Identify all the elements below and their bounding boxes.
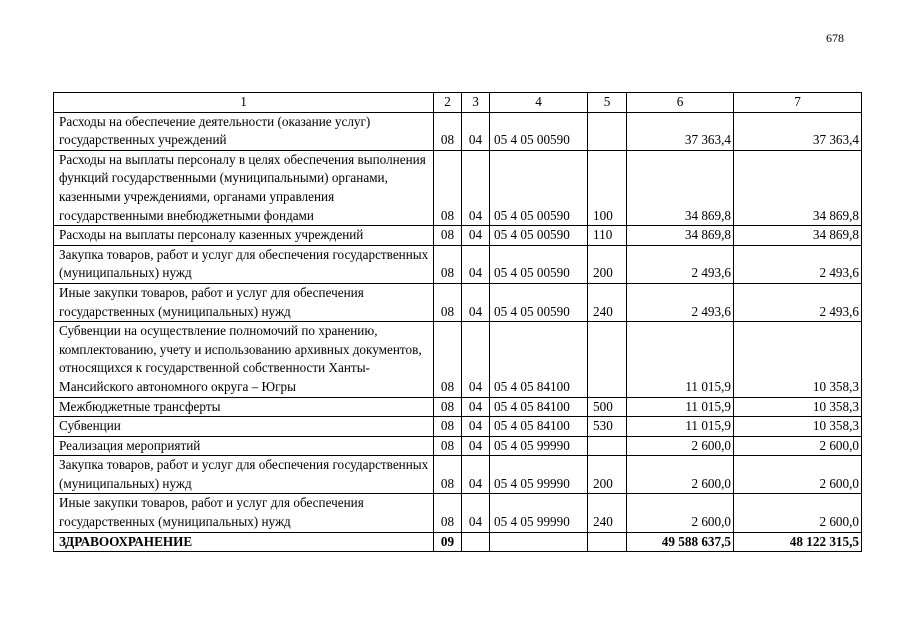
- row-subsection-cell: 04: [462, 494, 490, 532]
- row-amount-year2-cell: 34 869,8: [734, 226, 862, 246]
- row-amount-year1-cell: 34 869,8: [627, 226, 734, 246]
- row-target-article-cell: 05 4 05 00590: [490, 245, 588, 283]
- row-name-cell: Иные закупки товаров, работ и услуг для обеспечения государственных (муниципальных) нужд: [54, 283, 434, 321]
- row-name-cell: Иные закупки товаров, работ и услуг для обеспечения государственных (муниципальных) нужд: [54, 494, 434, 532]
- row-section-cell: 08: [434, 283, 462, 321]
- row-name-cell: ЗДРАВООХРАНЕНИЕ: [54, 532, 434, 552]
- row-amount-year2-cell: 34 869,8: [734, 150, 862, 225]
- row-target-article-cell: 05 4 05 00590: [490, 150, 588, 225]
- row-target-article-cell: 05 4 05 00590: [490, 112, 588, 150]
- row-subsection-cell: 04: [462, 226, 490, 246]
- header-col-3: 3: [462, 93, 490, 113]
- row-amount-year2-cell: 2 600,0: [734, 494, 862, 532]
- row-expense-type-cell: 500: [588, 397, 627, 417]
- row-amount-year2-cell: 2 493,6: [734, 283, 862, 321]
- row-target-article-cell: 05 4 05 99990: [490, 494, 588, 532]
- row-target-article-cell: [490, 532, 588, 552]
- row-name-cell: Субвенции на осуществление полномочий по хранению, комплектованию, учету и использованию архивных документов, относящихся к государственной собственности Ханты-Мансийского автономного округа – Югры: [54, 322, 434, 397]
- table-header-row: [54, 93, 862, 113]
- row-expense-type-cell: [588, 532, 627, 552]
- row-target-article-cell: 05 4 05 99990: [490, 456, 588, 494]
- row-amount-year2-cell: 2 493,6: [734, 245, 862, 283]
- row-expense-type-cell: 240: [588, 494, 627, 532]
- row-subsection-cell: 04: [462, 417, 490, 437]
- row-section-cell: 08: [434, 245, 462, 283]
- row-target-article-cell: 05 4 05 00590: [490, 226, 588, 246]
- row-amount-year2-cell: 2 600,0: [734, 436, 862, 456]
- page-number: 678: [826, 31, 844, 45]
- row-amount-year1-cell: 2 493,6: [627, 283, 734, 321]
- row-amount-year1-cell: 11 015,9: [627, 397, 734, 417]
- row-amount-year1-cell: 49 588 637,5: [627, 532, 734, 552]
- row-section-cell: 08: [434, 456, 462, 494]
- row-amount-year1-cell: 2 600,0: [627, 456, 734, 494]
- row-name-cell: Субвенции: [54, 417, 434, 437]
- header-col-6: 6: [627, 93, 734, 113]
- row-name-cell: Расходы на выплаты персоналу казенных учреждений: [54, 226, 434, 246]
- row-expense-type-cell: [588, 322, 627, 397]
- row-section-cell: 08: [434, 226, 462, 246]
- row-name-cell: Закупка товаров, работ и услуг для обеспечения государственных (муниципальных) нужд: [54, 245, 434, 283]
- header-col-5: 5: [588, 93, 627, 113]
- table-row: [54, 112, 862, 150]
- table-row: [54, 322, 862, 397]
- table-row: [54, 436, 862, 456]
- row-target-article-cell: 05 4 05 00590: [490, 283, 588, 321]
- header-col-1: 1: [54, 93, 434, 113]
- row-amount-year2-cell: 10 358,3: [734, 397, 862, 417]
- budget-table: [53, 92, 862, 552]
- row-amount-year1-cell: 34 869,8: [627, 150, 734, 225]
- table-row: [54, 397, 862, 417]
- row-expense-type-cell: 110: [588, 226, 627, 246]
- row-expense-type-cell: 240: [588, 283, 627, 321]
- row-expense-type-cell: 200: [588, 456, 627, 494]
- row-name-cell: Расходы на выплаты персоналу в целях обеспечения выполнения функций государственными (муниципальными) органами, казенными учреждениями, органами управления государственными внебюджетными фондами: [54, 150, 434, 225]
- row-amount-year2-cell: 48 122 315,5: [734, 532, 862, 552]
- row-target-article-cell: 05 4 05 84100: [490, 417, 588, 437]
- row-amount-year1-cell: 2 600,0: [627, 494, 734, 532]
- row-subsection-cell: 04: [462, 112, 490, 150]
- row-section-cell: 08: [434, 494, 462, 532]
- row-section-cell: 08: [434, 397, 462, 417]
- row-target-article-cell: 05 4 05 99990: [490, 436, 588, 456]
- row-expense-type-cell: 100: [588, 150, 627, 225]
- row-amount-year2-cell: 37 363,4: [734, 112, 862, 150]
- row-section-cell: 08: [434, 150, 462, 225]
- row-amount-year1-cell: 37 363,4: [627, 112, 734, 150]
- row-expense-type-cell: [588, 112, 627, 150]
- row-name-cell: Межбюджетные трансферты: [54, 397, 434, 417]
- table-row: [54, 150, 862, 225]
- row-name-cell: Расходы на обеспечение деятельности (оказание услуг) государственных учреждений: [54, 112, 434, 150]
- total-row: [54, 532, 862, 552]
- row-amount-year1-cell: 11 015,9: [627, 417, 734, 437]
- row-amount-year1-cell: 2 493,6: [627, 245, 734, 283]
- row-expense-type-cell: [588, 436, 627, 456]
- row-subsection-cell: 04: [462, 322, 490, 397]
- row-target-article-cell: 05 4 05 84100: [490, 397, 588, 417]
- row-expense-type-cell: 530: [588, 417, 627, 437]
- header-col-7: 7: [734, 93, 862, 113]
- row-amount-year1-cell: 11 015,9: [627, 322, 734, 397]
- row-expense-type-cell: 200: [588, 245, 627, 283]
- row-name-cell: Реализация мероприятий: [54, 436, 434, 456]
- header-col-2: 2: [434, 93, 462, 113]
- row-subsection-cell: 04: [462, 436, 490, 456]
- table-row: [54, 245, 862, 283]
- row-subsection-cell: 04: [462, 150, 490, 225]
- row-subsection-cell: 04: [462, 456, 490, 494]
- row-amount-year2-cell: 10 358,3: [734, 322, 862, 397]
- row-subsection-cell: 04: [462, 283, 490, 321]
- table-row: [54, 417, 862, 437]
- table-row: [54, 283, 862, 321]
- row-subsection-cell: 04: [462, 245, 490, 283]
- row-subsection-cell: [462, 532, 490, 552]
- row-section-cell: 08: [434, 112, 462, 150]
- row-name-cell: Закупка товаров, работ и услуг для обеспечения государственных (муниципальных) нужд: [54, 456, 434, 494]
- row-section-cell: 08: [434, 322, 462, 397]
- row-section-cell: 09: [434, 532, 462, 552]
- row-section-cell: 08: [434, 436, 462, 456]
- row-section-cell: 08: [434, 417, 462, 437]
- row-amount-year2-cell: 2 600,0: [734, 456, 862, 494]
- row-subsection-cell: 04: [462, 397, 490, 417]
- header-col-4: 4: [490, 93, 588, 113]
- row-amount-year2-cell: 10 358,3: [734, 417, 862, 437]
- row-amount-year1-cell: 2 600,0: [627, 436, 734, 456]
- table-row: [54, 456, 862, 494]
- row-target-article-cell: 05 4 05 84100: [490, 322, 588, 397]
- table-row: [54, 494, 862, 532]
- table-row: [54, 226, 862, 246]
